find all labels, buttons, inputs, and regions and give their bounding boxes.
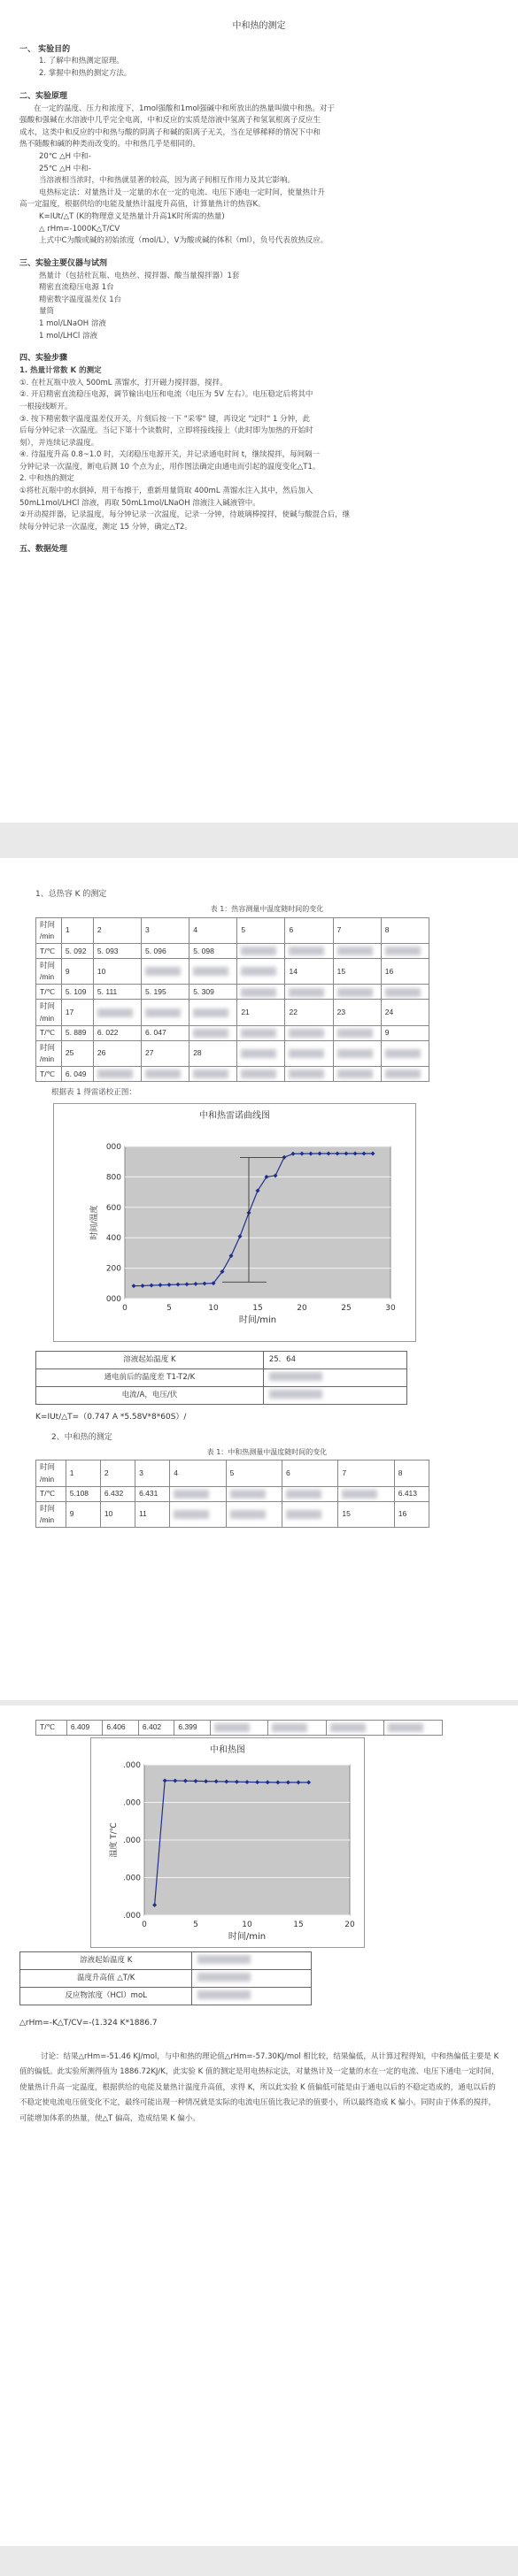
table-cell — [93, 1067, 141, 1082]
text-line: K=IUt/△T (K的物理意义是热量计升高1K时所需的热量) — [39, 211, 225, 221]
table-cell — [142, 1067, 189, 1082]
info-label: 温度升高值 △T/K — [20, 1970, 192, 1988]
info-row — [36, 1386, 407, 1404]
redacted-value — [214, 1723, 250, 1732]
table-cell: 9 — [66, 1501, 100, 1527]
table-cell: 16 — [381, 959, 429, 985]
row-header-cell: 时间 /min — [36, 917, 62, 943]
table-cell: 17 — [61, 1000, 93, 1025]
table-cell — [237, 1067, 285, 1082]
table-cell: 6. 049 — [61, 1067, 93, 1082]
table-row — [36, 985, 429, 1000]
table-cell: 5. 092 — [61, 944, 93, 959]
document-page-1 — [0, 0, 518, 823]
table-cell — [285, 1067, 333, 1082]
redacted-value — [272, 1723, 307, 1732]
heat-capacity-table — [35, 917, 429, 1082]
y-tick-label: .000 — [122, 1874, 141, 1883]
subsection-heading: 1、总热容 K 的测定 — [35, 890, 107, 899]
redacted-value — [337, 1029, 373, 1038]
subsection-heading: 1. 热量计常数 K 的测定 — [19, 366, 102, 376]
redacted-value — [174, 1510, 209, 1519]
table-cell: 1 — [66, 1460, 100, 1486]
text-line: 强酸和强碱在水溶液中几乎完全电离，中和反应的实质是溶液中氢离子和氢氧根离子反应生 — [19, 116, 321, 126]
table-row — [36, 944, 429, 959]
redacted-value — [337, 988, 373, 997]
text-line: 当溶液相当浓时，中和热就显著的较高，因为离子间相互作用力及其它影响。 — [39, 176, 296, 186]
table-cell: 10 — [100, 1501, 135, 1527]
table-row — [36, 1460, 429, 1486]
table-cell — [381, 1067, 429, 1082]
y-tick-label: 200 — [105, 1264, 121, 1274]
text-line: 2. 中和热的测定 — [19, 474, 74, 484]
table-cell: 5 — [237, 917, 285, 943]
redacted-value — [342, 1490, 377, 1499]
text-line: 20℃ △H 中和- — [39, 151, 91, 161]
x-tick-label: 10 — [208, 1303, 219, 1313]
table-cell: 3 — [142, 917, 189, 943]
text-line: 上式中C为酸或碱的初始浓度（mol/L），V为酸或碱的体积（ml），负号代表放热反应。 — [39, 236, 329, 246]
chart-note: 根据表 1 得雷诺校正图： — [51, 1088, 136, 1098]
redacted-value — [145, 967, 181, 976]
info-row — [20, 1970, 312, 1988]
neutralization-info-table — [19, 1951, 312, 2005]
redacted-value — [286, 1490, 321, 1499]
redacted-value — [289, 1029, 324, 1038]
table-cell — [381, 944, 429, 959]
redacted-value — [197, 1990, 251, 1999]
neutralization-chart — [90, 1737, 365, 1948]
row-header-cell: 时间 /min — [36, 1460, 66, 1486]
section-heading: 五、数据处理 — [19, 545, 68, 555]
info-value — [263, 1368, 406, 1386]
table-cell: 6. 022 — [93, 1025, 141, 1040]
reynolds-chart-svg — [54, 1104, 415, 1341]
text-line: 25℃ △H 中和- — [39, 164, 91, 173]
table-cell — [226, 1501, 282, 1527]
table-cell: 5. 098 — [189, 944, 237, 959]
x-tick-label: 25 — [341, 1303, 352, 1313]
text-line: △ rHm=-1000K△T/CV — [39, 224, 120, 234]
neutralization-chart-svg — [91, 1738, 364, 1947]
table-cell — [285, 985, 333, 1000]
text-line: 在一定的温度、压力和浓度下，1mol强酸和1mol强碱中和所放出的热量叫做中和热。对于 — [34, 104, 336, 113]
y-tick-label: 400 — [105, 1233, 121, 1243]
section-heading: 一、 实验目的 — [19, 44, 71, 54]
neutralization-table — [35, 1460, 429, 1528]
x-tick-label: 30 — [385, 1303, 396, 1313]
table-cell — [142, 1000, 189, 1025]
document-title: 中和热的测定 — [232, 21, 286, 31]
table-cell: 15 — [333, 959, 381, 985]
table-cell: 11 — [135, 1501, 170, 1527]
row-header-cell: 时间 /min — [36, 1000, 62, 1025]
redacted-value — [286, 1510, 321, 1519]
table-cell: 6 — [285, 917, 333, 943]
table-cell: 5 — [226, 1460, 282, 1486]
text-line: 刻），并连续记录温度。 — [19, 438, 99, 448]
redacted-value — [385, 1049, 421, 1058]
text-line: ②开动搅拌器，记录温度，每分钟记录一次温度，记录一分钟，待玻璃棒搅拌，使碱与酸混合后，继 — [19, 510, 351, 520]
info-label: 溶液起始温度 K — [36, 1351, 264, 1368]
section-data — [19, 544, 499, 556]
redacted-value — [241, 988, 276, 997]
table-cell: 6.409 — [66, 1721, 102, 1736]
table-cell — [333, 1040, 381, 1066]
redacted-value — [289, 988, 324, 997]
table-cell — [384, 1721, 443, 1736]
table-cell: 6 — [282, 1460, 337, 1486]
text-line: 热不随酸和碱的种类而改变的。中和热几乎是相同的。 — [19, 140, 201, 150]
row-header-cell: T/℃ — [36, 1025, 62, 1040]
y-axis-label: 时间/温度 — [90, 1205, 99, 1240]
document-page-3 — [0, 1706, 518, 2546]
redacted-value — [97, 1008, 133, 1017]
table-cell: 3 — [135, 1460, 170, 1486]
info-value — [263, 1386, 406, 1404]
heat-capacity-info-table — [35, 1351, 407, 1405]
redacted-value — [145, 1008, 181, 1017]
table-cell — [285, 1025, 333, 1040]
chart-title: 中和热雷诺曲线图 — [199, 1110, 270, 1121]
table-cell: 2 — [93, 917, 141, 943]
redacted-value — [269, 1390, 322, 1399]
x-tick-label: 10 — [242, 1920, 252, 1929]
y-axis-label: 温度 T/℃ — [110, 1822, 119, 1858]
info-label: 通电前后的温度差 T1-T2/K — [36, 1368, 264, 1386]
table-cell: 5. 093 — [93, 944, 141, 959]
table-cell — [268, 1721, 327, 1736]
text-line: ④. 待温度升高 0.8~1.0 时，关闭稳压电源开关，并记录通电时间 t，继续搅拌，每间隔一 — [19, 450, 321, 460]
table-row — [36, 959, 429, 985]
table-cell: 25 — [61, 1040, 93, 1066]
x-tick-label: 0 — [142, 1920, 147, 1929]
enthalpy-formula: △rHm=-K△T/CV=-(1.324 K*1886.7 — [19, 2019, 158, 2028]
row-header-cell: T/℃ — [36, 1067, 62, 1082]
discussion-paragraph: 讨论：结果△rHm=-51.46 KJ/mol，与中和热的理论值△rHm=-57.30KJ/mol 相比较，结果偏低，从计算过程得知，中和热偏低主要是 K 值的偏低。此实验所测得值为 1886.72KJ/K，此实验 K 值的测定是用电热标定法，对量热计及一定量的水在一定的电流、电压下通电一定时间，使量热计升高一定温度，根据供给的电能及量热计温度升高值，求得 K，所以此实验 K 值偏低可能是由于通电以后的不稳定造成的，通电以后的不稳定使电流电压值变化不定，最终可能出现一种情况就是实际的电流电压值比我记录的值要小，所以最终造成 K 偏小。同时由于体系的搅拌，可能增加体系的热量，使△T 偏高，造成结果 K 偏小。 — [19, 2051, 499, 2123]
text-line: 精密直流稳压电源 1台 — [39, 283, 114, 293]
text-line: 成水，这类中和反应的中和热与酸的阴离子和碱的阳离子无关，当在足够稀释的情况下中和 — [19, 127, 321, 137]
text-line: 量筒 — [39, 307, 55, 317]
redacted-value — [174, 1490, 209, 1499]
section-procedure — [19, 353, 499, 533]
table-cell — [282, 1501, 337, 1527]
row-header-cell: 时间 /min — [36, 1501, 66, 1527]
table-cell: 5. 889 — [61, 1025, 93, 1040]
section-apparatus — [19, 258, 499, 343]
table-cell: 5. 309 — [189, 985, 237, 1000]
text-line: 精密数字温度温差仪 1台 — [39, 295, 122, 304]
info-label: 反应物浓度（HCl）moL — [20, 1988, 192, 2005]
redacted-value — [241, 1070, 276, 1078]
text-line: 1 mol/LNaOH 溶液 — [39, 319, 106, 328]
table-cell — [189, 1067, 237, 1082]
redacted-value — [289, 1049, 324, 1058]
info-row — [20, 1952, 312, 1970]
section-principle — [19, 91, 499, 248]
x-tick-label: 15 — [293, 1920, 304, 1929]
table-cell: 9 — [61, 959, 93, 985]
x-tick-label: 5 — [193, 1920, 198, 1929]
table-cell — [237, 944, 285, 959]
y-tick-label: 000 — [105, 1142, 121, 1152]
row-header-cell: 时间 /min — [36, 1040, 62, 1066]
table-cell: 4 — [189, 917, 237, 943]
redacted-value — [337, 1049, 373, 1058]
redacted-value — [289, 947, 324, 955]
table-cell: 2 — [100, 1460, 135, 1486]
table-cell: 9 — [381, 1025, 429, 1040]
subsection-heading: 2、中和热的测定 — [51, 1432, 112, 1442]
table-cell: 6.399 — [174, 1721, 210, 1736]
text-line: 2. 掌握中和热的测定方法。 — [39, 69, 132, 79]
chart-title: 中和热图 — [210, 1745, 245, 1755]
table-cell — [285, 944, 333, 959]
table-cell: 6.402 — [138, 1721, 174, 1736]
table-cell — [333, 1067, 381, 1082]
table-cell — [333, 1025, 381, 1040]
redacted-value — [230, 1510, 266, 1519]
x-axis-label: 时间/min — [238, 1315, 277, 1325]
table-cell: 7 — [333, 917, 381, 943]
redacted-value — [193, 967, 228, 976]
table-cell — [282, 1486, 337, 1501]
table-cell: 28 — [189, 1040, 237, 1066]
y-tick-label: 600 — [105, 1203, 121, 1213]
redacted-value — [193, 1029, 228, 1038]
table-cell: 14 — [285, 959, 333, 985]
redacted-value — [337, 947, 373, 955]
section-heading: 二、实验原理 — [19, 91, 68, 101]
table-cell: 6.432 — [100, 1486, 135, 1501]
table-cell — [237, 1040, 285, 1066]
table-cell — [237, 1025, 285, 1040]
x-tick-label: 20 — [344, 1920, 355, 1929]
table-cell — [326, 1721, 384, 1736]
row-header-cell: T/℃ — [36, 985, 62, 1000]
neutralization-table-continued — [35, 1720, 443, 1736]
text-line: 1. 了解中和热测定原理。 — [39, 57, 124, 66]
table-cell: 16 — [394, 1501, 429, 1527]
x-tick-label: 15 — [252, 1303, 263, 1313]
table-cell: 5. 195 — [142, 985, 189, 1000]
page-gap — [0, 2546, 518, 2576]
redacted-value — [197, 1955, 251, 1964]
table-cell — [237, 959, 285, 985]
document-page-2 — [0, 858, 518, 1700]
x-tick-label: 0 — [122, 1303, 128, 1313]
y-tick-label: 800 — [105, 1173, 121, 1183]
info-value: 25．64 — [263, 1351, 406, 1368]
table-cell — [142, 959, 189, 985]
table-cell: 15 — [338, 1501, 394, 1527]
redacted-value — [230, 1490, 266, 1499]
text-line: ②. 开启精密直流稳压电源，调节输出电压和电流（电压为 5V 左右）。电压稳定后将其中 — [19, 390, 313, 400]
table-cell — [381, 1040, 429, 1066]
table-row — [36, 1501, 429, 1527]
table-cell: 6.406 — [103, 1721, 138, 1736]
info-value — [192, 1988, 312, 2005]
redacted-value — [97, 1070, 133, 1078]
table-cell — [189, 959, 237, 985]
table-cell: 8 — [381, 917, 429, 943]
redacted-value — [289, 1070, 324, 1078]
text-line: 高一定温度，根据供给的电能及量热计温度升高值，计算量热计的热容K。 — [19, 200, 266, 210]
redacted-value — [197, 1973, 251, 1982]
info-row — [36, 1368, 407, 1386]
table-cell: 8 — [394, 1460, 429, 1486]
text-line: ①. 在杜瓦瓶中放入 500mL 蒸馏水，打开磁力搅拌器，搅拌。 — [19, 378, 228, 387]
redacted-value — [269, 1372, 322, 1381]
table-row — [36, 1721, 443, 1736]
k-formula: K=IUt/△T=（0.747 A *5.58V*8*60S）/ — [35, 1412, 187, 1422]
reynolds-chart — [53, 1103, 416, 1342]
y-tick-label: .000 — [122, 1761, 141, 1770]
y-tick-label: .000 — [122, 1798, 141, 1808]
text-line: ③. 按下精密数字温度温差仪开关，片刻后按一下 "采零" 键，再设定 "定时" 1 分钟，此 — [19, 414, 311, 424]
text-line: 后每分钟记录一次温度。当记下第十个读数时，立即将接线接上（此时即为加热的开始时 — [19, 426, 313, 436]
table-cell: 5. 111 — [93, 985, 141, 1000]
y-tick-label: .000 — [122, 1912, 141, 1920]
table-cell: 5. 096 — [142, 944, 189, 959]
text-line: ①将杜瓦瓶中的水倒掉，用干布擦干，重新用量筒取 400mL 蒸馏水注入其中，然后加入 — [19, 487, 313, 496]
table-row — [36, 1067, 429, 1082]
info-row — [36, 1351, 407, 1368]
info-label: 溶液起始温度 K — [20, 1952, 192, 1970]
redacted-value — [330, 1723, 366, 1732]
info-value — [192, 1952, 312, 1970]
table-cell — [226, 1486, 282, 1501]
x-tick-label: 5 — [166, 1303, 172, 1313]
redacted-value — [385, 1070, 421, 1078]
info-value — [192, 1970, 312, 1988]
table-cell: 7 — [338, 1460, 394, 1486]
redacted-value — [193, 1070, 228, 1078]
table-cell — [170, 1486, 226, 1501]
table-cell — [93, 1000, 141, 1025]
table-row — [36, 1000, 429, 1025]
row-header-cell: T/℃ — [36, 944, 62, 959]
text-line: 热量计（包括杜瓦瓶、电热丝、搅拌器、酸当量搅拌器）1套 — [39, 271, 240, 280]
table-cell — [210, 1721, 268, 1736]
page-gap — [0, 1700, 518, 1706]
table-cell: 22 — [285, 1000, 333, 1025]
table-caption: 表 1：热容测量中温度随时间的变化 — [210, 905, 324, 914]
redacted-value — [385, 947, 421, 955]
table-cell: 21 — [237, 1000, 285, 1025]
table-cell — [170, 1501, 226, 1527]
table-cell: 27 — [142, 1040, 189, 1066]
table-row — [36, 1025, 429, 1040]
table-cell: 1 — [61, 917, 93, 943]
redacted-value — [193, 1008, 228, 1017]
table-cell: 6.431 — [135, 1486, 170, 1501]
table-cell — [237, 985, 285, 1000]
table-row — [36, 1040, 429, 1066]
table-cell — [285, 1040, 333, 1066]
table-row — [36, 1486, 429, 1501]
x-axis-label: 时间/min — [228, 1932, 267, 1942]
y-tick-label: .000 — [122, 1836, 141, 1845]
row-header-cell: 时间 /min — [36, 959, 62, 985]
row-header-cell: T/℃ — [36, 1721, 67, 1736]
table-cell: 24 — [381, 1000, 429, 1025]
text-line: 一根接线断开。 — [19, 402, 73, 411]
table-cell — [381, 985, 429, 1000]
redacted-value — [145, 1070, 181, 1078]
text-line: 1 mol/LHCl 溶液 — [39, 331, 97, 341]
redacted-value — [241, 967, 276, 976]
table-cell: 26 — [93, 1040, 141, 1066]
plot-area — [125, 1146, 390, 1299]
text-line: 50mL1mol/LHCl 溶液，再取 50mL1mol/LNaOH 溶液注入碱液管中。 — [19, 498, 260, 508]
table-cell — [333, 944, 381, 959]
table-row — [36, 917, 429, 943]
table-cell — [338, 1486, 394, 1501]
redacted-value — [385, 988, 421, 997]
x-tick-label: 20 — [297, 1303, 307, 1313]
text-line: 续每分钟记录一次温度，测定 15 分钟，确定△T2。 — [19, 522, 192, 532]
section-purpose — [19, 44, 499, 80]
text-line: 分钟记录一次温度，断电后测 10 个点为止，用作图法确定由通电而引起的温度变化△T1。 — [19, 462, 321, 472]
table-cell: 5.108 — [66, 1486, 100, 1501]
info-label: 电流/A，电压/伏 — [36, 1386, 264, 1404]
table-cell: 4 — [170, 1460, 226, 1486]
text-line: 电热标定法：对量热计及一定量的水在一定的电流、电压下通电一定时间，使量热计升 — [39, 188, 326, 197]
redacted-value — [241, 947, 276, 955]
table-cell: 23 — [333, 1000, 381, 1025]
table-cell: 6.413 — [394, 1486, 429, 1501]
table-caption: 表 1：中和热测量中温度随时间的变化 — [206, 1448, 328, 1457]
table-cell — [333, 985, 381, 1000]
redacted-value — [388, 1723, 423, 1732]
page-gap — [0, 823, 518, 858]
info-row — [20, 1988, 312, 2005]
row-header-cell: T/℃ — [36, 1486, 66, 1501]
redacted-value — [241, 1049, 276, 1058]
section-heading: 四、实验步骤 — [19, 354, 68, 364]
table-cell: 10 — [93, 959, 141, 985]
table-cell: 6. 047 — [142, 1025, 189, 1040]
y-tick-label: 000 — [105, 1294, 121, 1304]
redacted-value — [241, 1029, 276, 1038]
table-cell — [189, 1000, 237, 1025]
redacted-value — [337, 1070, 373, 1078]
section-heading: 三、实验主要仪器与试剂 — [19, 258, 108, 268]
table-cell — [189, 1025, 237, 1040]
table-cell: 5. 109 — [61, 985, 93, 1000]
